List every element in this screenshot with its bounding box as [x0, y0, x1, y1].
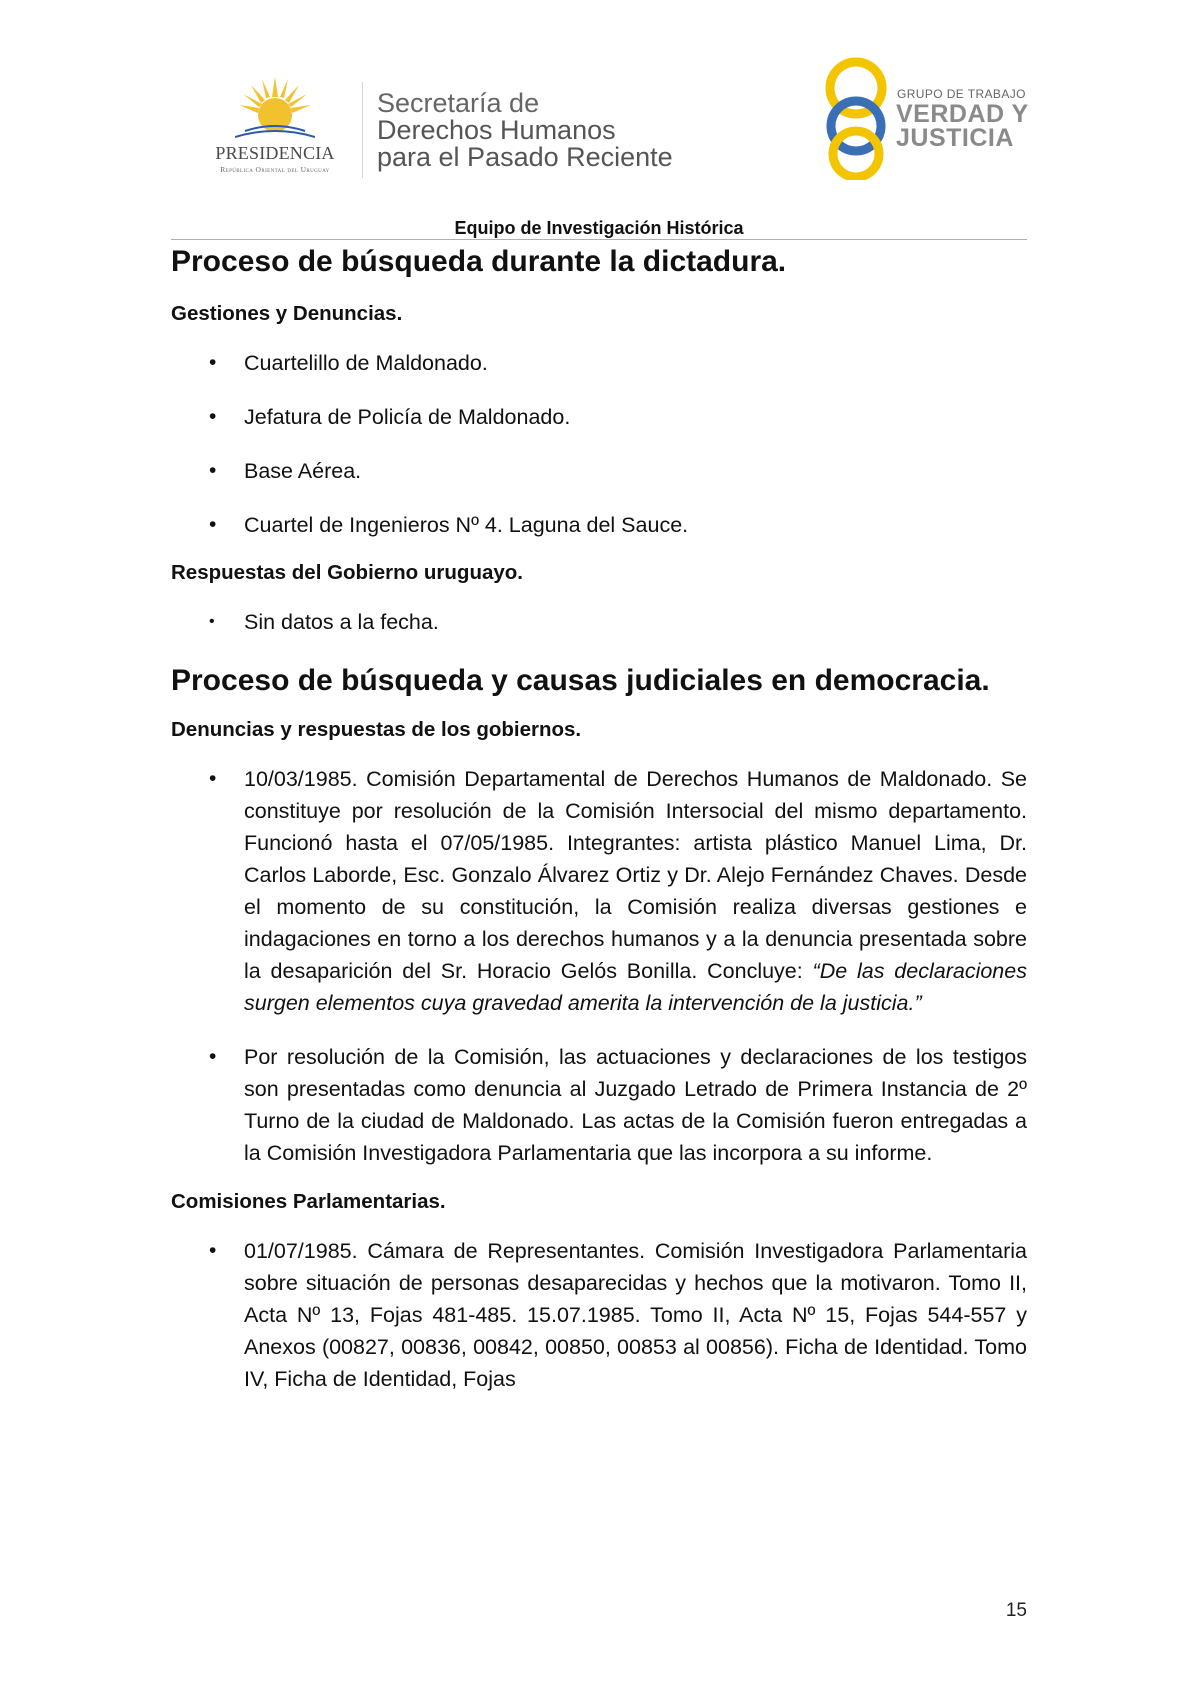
gestiones-list [171, 347, 1027, 541]
secretaria-title [377, 90, 673, 171]
page-number: 15 [1005, 1600, 1027, 1621]
list-item: • 01/07/1985. Cámara de Representantes. Comisión Investigadora Parlamentaria sobre situación de personas desaparecidas y hechos que la motivaron. Tomo II, Acta Nº 13, Fojas 481-485. 15.07.1985. Tomo II, Acta Nº 15, Fojas 544-557 y Anexos (00827, 00836, 00842, 00850, 00853 al 00856). Ficha de Identidad. Tomo IV, Ficha de Identidad, Fojas [171, 1235, 1027, 1395]
list-item: • 10/03/1985. Comisión Departamental de Derechos Humanos de Maldonado. Se constituye por resolución de la Comisión Intersocial del mismo departamento. Funcionó hasta el 07/05/1985. Integrantes: artista plástico Manuel Lima, Dr. Carlos Laborde, Esc. Gonzalo Álvarez Ortiz y Dr. Alejo Fernández Chaves. Desde el momento de su constitución, la Comisión realiza diversas gestiones e indagaciones en torno a los derechos humanos y a la denuncia presentada sobre la desaparición del Sr. Horacio Gelós Bonilla. Concluye: “De las declaraciones surgen elementos cuya gravedad amerita la intervención de la justicia.” [171, 763, 1027, 1019]
header-rule [171, 239, 1027, 240]
header-divider [362, 82, 363, 178]
list-item: • Sin datos a la fecha. [171, 606, 1027, 638]
list-item: • Por resolución de la Comisión, las actuaciones y declaraciones de los testigos son presentadas como denuncia al Juzgado Letrado de Primera Instancia de 2º Turno de la ciudad de Maldonado. Las actas de la Comisión fueron entregadas a la Comisión Investigadora Parlamentaria que las incorpora a su informe. [171, 1041, 1027, 1169]
presidencia-name: PRESIDENCIA [215, 143, 335, 163]
secretaria-line-1: Secretaría de [377, 88, 540, 118]
section-title-democracia: Proceso de búsqueda y causas judiciales en democracia. [171, 664, 990, 697]
grupo-trabajo-label: GRUPO DE TRABAJO [897, 87, 1026, 101]
bullet-icon: • [209, 513, 217, 536]
list-item: • Jefatura de Policía de Maldonado. [171, 401, 1027, 433]
respuestas-list [171, 606, 1027, 638]
bullet-icon: • [209, 351, 217, 374]
presidencia-subtitle: República Oriental del Uruguay [220, 165, 330, 174]
bullet-icon: • [209, 405, 217, 428]
list-item: • Base Aérea. [171, 455, 1027, 487]
justicia-label: JUSTICIA [896, 124, 1014, 152]
section-title-dictadura: Proceso de búsqueda durante la dictadura. [171, 245, 787, 278]
team-name: Equipo de Investigación Histórica [454, 218, 744, 238]
subheading-gestiones: Gestiones y Denuncias. [171, 302, 403, 325]
sun-emblem-icon [235, 75, 315, 141]
bullet-icon: • [209, 459, 217, 482]
verdad-label: VERDAD Y [896, 100, 1029, 128]
page-header [0, 0, 1190, 238]
comisiones-list [171, 1235, 1027, 1395]
bullet-icon: • [209, 1045, 217, 1068]
subheading-respuestas: Respuestas del Gobierno uruguayo. [171, 561, 523, 584]
secretaria-line-3: para el Pasado Reciente [377, 142, 673, 172]
bullet-icon: • [209, 613, 215, 630]
denuncias-list [171, 763, 1027, 1169]
verdad-justicia-logo [820, 54, 1030, 184]
bullet-icon: • [209, 1239, 217, 1262]
subheading-comisiones: Comisiones Parlamentarias. [171, 1190, 446, 1213]
bullet-icon: • [209, 767, 217, 790]
secretaria-line-2: Derechos Humanos [377, 115, 616, 145]
list-item: • Cuartelillo de Maldonado. [171, 347, 1027, 379]
document-body [171, 244, 1027, 1395]
quote-text: “De las declaraciones surgen elementos cuya gravedad amerita la intervención de la justicia.” [244, 959, 1027, 1015]
list-item: • Cuartel de Ingenieros Nº 4. Laguna del Sauce. [171, 509, 1027, 541]
interlocked-rings-icon [820, 54, 892, 180]
subheading-denuncias: Denuncias y respuestas de los gobiernos. [171, 718, 582, 741]
presidencia-logo [195, 75, 355, 175]
